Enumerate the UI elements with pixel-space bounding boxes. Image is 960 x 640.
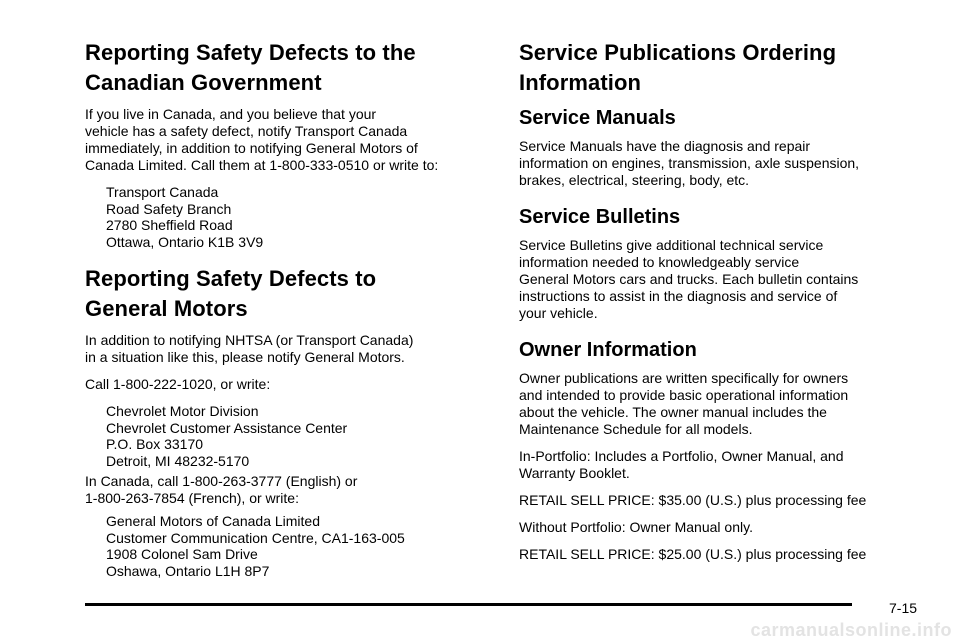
heading-service-publications: [519, 38, 939, 98]
heading-line: Service Publications Ordering: [519, 40, 837, 65]
text-line: information on engines, transmission, axle suspension,: [519, 155, 860, 171]
canada-intro-paragraph: [85, 106, 490, 174]
text-line: immediately, in addition to notifying General Motors of: [85, 140, 418, 156]
text-line: Service Manuals have the diagnosis and repair: [519, 138, 811, 154]
heading-canadian-government: [85, 38, 490, 98]
footer-rule: [85, 603, 852, 606]
chevrolet-address: [106, 403, 490, 469]
text-line: In addition to notifying NHTSA (or Transport Canada): [85, 332, 414, 348]
heading-general-motors: [85, 264, 490, 324]
gm-canada-address: [106, 513, 490, 579]
retail-price-in-portfolio: RETAIL SELL PRICE: $35.00 (U.S.) plus processing fee: [519, 492, 867, 508]
text-line: brakes, electrical, steering, body, etc.: [519, 172, 750, 188]
text-line: information needed to knowledgeably service: [519, 254, 800, 270]
address-line: Transport Canada: [106, 184, 219, 200]
heading-line: Reporting Safety Defects to: [85, 266, 377, 291]
address-line: 2780 Sheffield Road: [106, 217, 233, 233]
address-line: Detroit, MI 48232-5170: [106, 452, 250, 469]
text-line: about the vehicle. The owner manual includes the: [519, 404, 827, 420]
text-line: in a situation like this, please notify General Motors.: [85, 349, 405, 365]
heading-line: Reporting Safety Defects to the: [85, 40, 416, 65]
transport-canada-address: [106, 184, 490, 250]
address-line: Ottawa, Ontario K1B 3V9: [106, 233, 264, 250]
heading-line: Canadian Government: [85, 70, 322, 95]
text-line: Maintenance Schedule for all models.: [519, 421, 753, 437]
address-line: Chevrolet Customer Assistance Center: [106, 419, 348, 436]
text-line: your vehicle.: [519, 305, 598, 321]
heading-service-bulletins: Service Bulletins: [519, 206, 681, 228]
owner-information-paragraph: [519, 370, 939, 438]
address-line: Chevrolet Motor Division: [106, 403, 259, 419]
heading-service-manuals: Service Manuals: [519, 107, 676, 129]
address-line: Customer Communication Centre, CA1-163-005: [106, 529, 405, 546]
service-bulletins-paragraph: [519, 237, 939, 322]
page-number: 7-15: [889, 600, 918, 616]
in-portfolio-paragraph: [519, 448, 939, 482]
address-line: Oshawa, Ontario L1H 8P7: [106, 562, 270, 579]
address-line: General Motors of Canada Limited: [106, 513, 320, 529]
without-portfolio-paragraph: Without Portfolio: Owner Manual only.: [519, 519, 753, 535]
text-line: Canada Limited. Call them at 1-800-333-0510 or write to:: [85, 157, 439, 173]
heading-line: Information: [519, 70, 642, 95]
text-line: If you live in Canada, and you believe that your: [85, 106, 377, 122]
gm-call-paragraph: Call 1-800-222-1020, or write:: [85, 376, 271, 392]
heading-owner-information: Owner Information: [519, 339, 697, 361]
text-line: Service Bulletins give additional technical service: [519, 237, 824, 253]
address-line: 1908 Colonel Sam Drive: [106, 546, 258, 562]
text-line: Warranty Booklet.: [519, 465, 630, 481]
text-line: Owner publications are written specifically for owners: [519, 370, 849, 386]
text-line: instructions to assist in the diagnosis and service of: [519, 288, 838, 304]
retail-price-without-portfolio: RETAIL SELL PRICE: $25.00 (U.S.) plus processing fee: [519, 546, 867, 562]
address-line: Road Safety Branch: [106, 200, 232, 217]
gm-canada-paragraph: [85, 473, 490, 507]
text-line: 1-800-263-7854 (French), or write:: [85, 490, 299, 506]
watermark: carmanualsonline.info: [750, 620, 952, 640]
address-line: P.O. Box 33170: [106, 436, 204, 452]
right-column: [519, 38, 939, 573]
left-column: [85, 38, 490, 589]
text-line: In Canada, call 1-800-263-3777 (English) or: [85, 473, 358, 489]
text-line: vehicle has a safety defect, notify Transport Canada: [85, 123, 408, 139]
text-line: General Motors cars and trucks. Each bulletin contains: [519, 271, 859, 287]
text-line: In-Portfolio: Includes a Portfolio, Owner Manual, and: [519, 448, 844, 464]
heading-line: General Motors: [85, 296, 248, 321]
text-line: and intended to provide basic operational information: [519, 387, 849, 403]
gm-intro-paragraph: [85, 332, 490, 366]
service-manuals-paragraph: [519, 138, 939, 189]
